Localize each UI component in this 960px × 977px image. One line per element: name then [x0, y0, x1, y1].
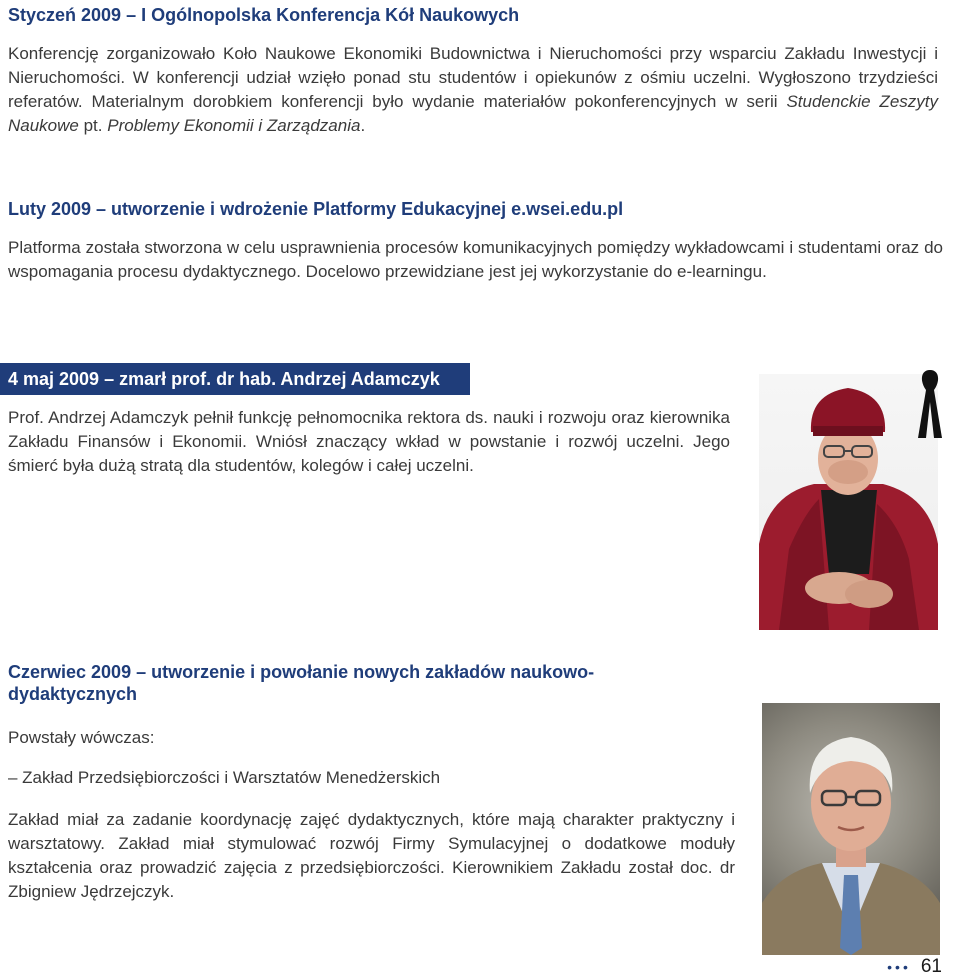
paragraph-text: pt. [78, 116, 108, 135]
section-paragraph-june: Zakład miał za zadanie koordynację zajęć dydaktycznych, które mają charakter praktyczny i warsztatowy. Zakład miał stymulować rozwój Firmy Symulacyjnej o dodatkowe moduły kształcenia oraz prowadzić zajęcia z przedsiębiorczości. Kierownikiem Zakładu został doc. dr Zbigniew Jędrzejczyk. [8, 810, 735, 901]
portrait-photo-jedrzejczyk [762, 703, 940, 955]
list-item: – Zakład Przedsiębiorczości i Warsztatów Menedżerskich [8, 768, 441, 787]
paragraph-text: Konferencję zorganizowało Koło Naukowe Ekonomiki Budownictwa i Nieruchomości przy wsparciu Zakładu Inwestycji i Nieruchomości. W konferencji udział wzięło ponad stu studentów i opiekunów z ośmiu uczelni. Wygłoszono trzydzieści referatów. Materialnym dorobkiem konferencji było wydanie materiałów pokonferencyjnych w serii [8, 44, 938, 111]
portrait-photo-adamczyk [759, 374, 938, 630]
section-paragraph-february: Platforma została stworzona w celu usprawnienia procesów komunikacyjnych pomiędzy wykładowcami i studentami oraz do wspomagania procesu dydaktycznego. Docelowo przewidziane jest jej wykorzystanie do e-learningu. [8, 238, 943, 281]
publication-title: Problemy Ekonomii i Zarządzania [107, 116, 361, 135]
page-footer [887, 957, 942, 977]
page-number: 61 [920, 956, 942, 977]
memorial-banner: 4 maj 2009 – zmarł prof. dr hab. Andrzej Adamczyk [0, 363, 470, 395]
mourning-ribbon-icon [916, 368, 944, 440]
portrait-illustration [759, 374, 938, 630]
section-title-june: Czerwiec 2009 – utworzenie i powołanie nowych zakładów naukowo-dydaktycznych [8, 662, 595, 704]
section-title-january: Styczeń 2009 – I Ogólnopolska Konferencja Kół Naukowych [8, 5, 520, 25]
section-paragraph-may: Prof. Andrzej Adamczyk pełnił funkcję pełnomocnika rektora ds. nauki i rozwoju oraz kierownika Zakładu Finansów i Ekonomii. Wniósł znaczący wkład w powstanie i rozwój uczelni. Jego śmierć była dużą stratą dla studentów, kolegów i całej uczelni. [8, 408, 730, 475]
decorative-dots: ••• [887, 959, 911, 975]
section-intro-june: Powstały wówczas: [8, 728, 155, 747]
paragraph-text: . [360, 116, 366, 135]
section-paragraph-january [8, 42, 938, 138]
section-title-february: Luty 2009 – utworzenie i wdrożenie Platformy Edukacyjnej e.wsei.edu.pl [8, 199, 624, 219]
portrait-illustration [762, 703, 940, 955]
series-name: Studenckie Zeszyty Naukowe [8, 92, 938, 135]
